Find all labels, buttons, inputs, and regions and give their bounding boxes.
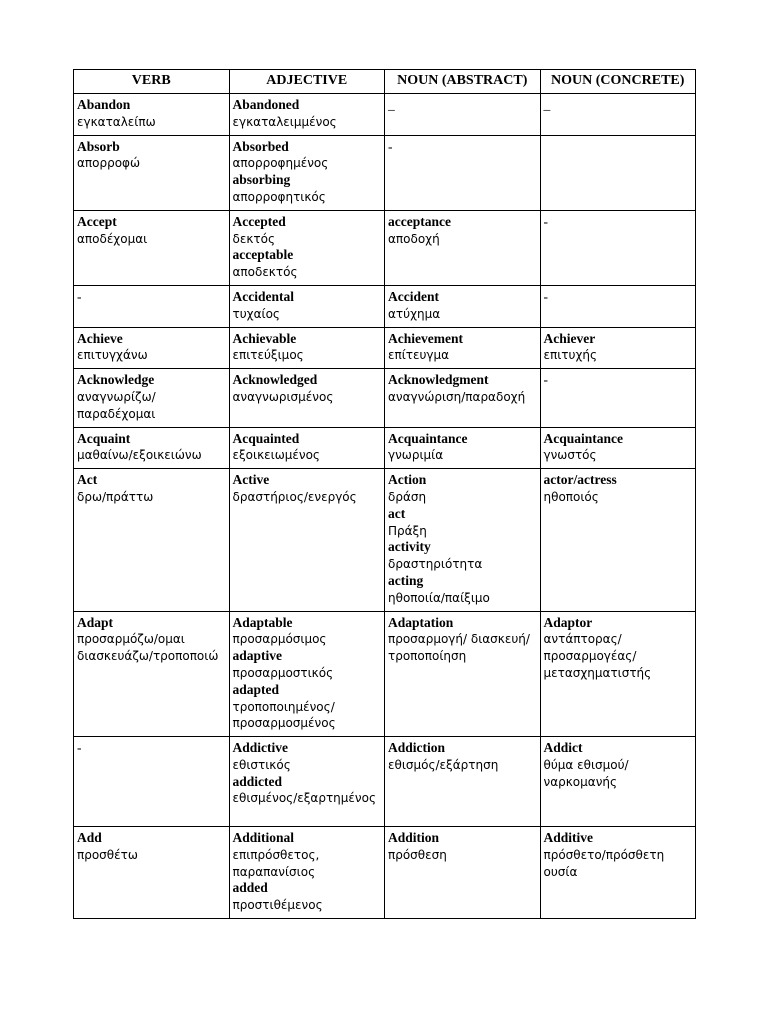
- english-word: Accept: [77, 213, 117, 229]
- english-word: Addiction: [388, 740, 446, 756]
- greek-translation: αναγνωρισμένος: [232, 389, 334, 404]
- table-row: [74, 427, 696, 469]
- english-word: Acquaintance: [388, 430, 468, 446]
- cell-placeholder: -: [543, 372, 548, 388]
- cell-verb: [74, 469, 230, 611]
- greek-translation: προσαρμόζω/ομαι διασκευάζω/τροποποιώ: [77, 632, 219, 664]
- cell-adjective: [229, 827, 385, 919]
- cell-adjective: [229, 135, 385, 210]
- greek-translation: επιτεύξιμος: [232, 348, 304, 363]
- greek-translation: θύμα εθισμού/ ναρκομανής: [543, 757, 629, 789]
- english-word: activity: [388, 539, 431, 555]
- cell-noun-abstract: [385, 737, 541, 827]
- cell-noun-abstract: [385, 135, 541, 210]
- english-word: Action: [388, 472, 427, 488]
- greek-translation: δραστηριότητα: [388, 557, 483, 572]
- greek-translation: δραστήριος/ενεργός: [232, 489, 357, 504]
- greek-translation: γνωριμία: [388, 448, 444, 463]
- cell-noun-concrete: [540, 327, 696, 369]
- english-word: Abandon: [77, 97, 131, 112]
- greek-translation: αντάπτορας/ προσαρμογέας/ μετασχηματιστής: [543, 632, 652, 680]
- cell-noun-abstract: [385, 285, 541, 327]
- greek-translation: επιτυγχάνω: [77, 348, 148, 363]
- english-word: Accepted: [232, 213, 286, 229]
- cell-verb: [74, 427, 230, 469]
- greek-translation: εθιστικός: [232, 757, 291, 772]
- english-word: Adaptor: [543, 614, 593, 630]
- cell-noun-concrete: [540, 427, 696, 469]
- table-row: [74, 94, 696, 136]
- english-word: Absorbed: [232, 138, 289, 154]
- greek-translation: επιτυχής: [543, 348, 598, 363]
- cell-noun-abstract: [385, 327, 541, 369]
- english-word: Achievable: [232, 330, 297, 346]
- header-noun-abstract: NOUN (ABSTRACT): [385, 70, 541, 94]
- english-word: Adapt: [77, 614, 114, 630]
- english-word: Additional: [232, 830, 295, 846]
- greek-translation: επιπρόσθετος, παραπανίσιος: [232, 847, 320, 879]
- greek-translation: αναγνωρίζω/ παραδέχομαι: [77, 389, 156, 421]
- greek-translation: απορροφημένος: [232, 156, 329, 171]
- cell-noun-concrete: [540, 210, 696, 285]
- english-word: Adaptation: [388, 614, 454, 630]
- cell-noun-abstract: [385, 94, 541, 136]
- greek-translation: εγκαταλείπω: [77, 114, 156, 129]
- cell-placeholder: _: [543, 97, 551, 112]
- greek-translation: ατύχημα: [388, 306, 441, 321]
- table-row: [74, 737, 696, 827]
- greek-translation: ηθοποιός: [543, 489, 599, 504]
- cell-placeholder: _: [388, 97, 395, 112]
- table-row: [74, 210, 696, 285]
- header-verb: VERB: [74, 70, 230, 94]
- cell-adjective: [229, 611, 385, 737]
- cell-verb: [74, 285, 230, 327]
- greek-translation: προσθέτω: [77, 847, 138, 862]
- english-word: Addictive: [232, 740, 288, 756]
- greek-translation: απορροφητικός: [232, 189, 326, 204]
- english-word: Absorb: [77, 138, 120, 154]
- english-word: Accident: [388, 288, 439, 304]
- greek-translation: πρόσθετο/πρόσθετη ουσία: [543, 847, 665, 879]
- greek-translation: γνωστός: [543, 448, 597, 463]
- greek-translation: εγκαταλειμμένος: [232, 114, 337, 129]
- english-word: acting: [388, 572, 424, 588]
- cell-verb: [74, 210, 230, 285]
- greek-translation: τυχαίος: [232, 306, 280, 321]
- english-word: adapted: [232, 681, 280, 697]
- cell-placeholder: -: [543, 288, 548, 304]
- cell-adjective: [229, 427, 385, 469]
- greek-translation: Πράξη: [388, 523, 427, 538]
- cell-noun-abstract: [385, 427, 541, 469]
- english-word: Acquaintance: [543, 430, 624, 446]
- english-word: Acquainted: [232, 430, 300, 446]
- greek-translation: εθισμένος/εξαρτημένος: [232, 791, 376, 806]
- greek-translation: προσαρμόσιμος: [232, 632, 327, 647]
- cell-adjective: [229, 285, 385, 327]
- cell-noun-abstract: [385, 469, 541, 611]
- cell-placeholder: -: [77, 288, 82, 304]
- greek-translation: αναγνώριση/παραδοχή: [388, 389, 526, 404]
- english-word: act: [388, 505, 406, 521]
- english-word: Acknowledgment: [388, 372, 489, 388]
- cell-verb: [74, 369, 230, 427]
- english-word: adaptive: [232, 648, 283, 664]
- cell-noun-concrete: [540, 611, 696, 737]
- cell-noun-concrete: [540, 827, 696, 919]
- english-word: acceptable: [232, 247, 294, 263]
- english-word: Act: [77, 472, 98, 488]
- english-word: Acknowledged: [232, 372, 318, 388]
- greek-translation: δράση: [388, 489, 427, 504]
- cell-noun-concrete: [540, 135, 696, 210]
- table-body: [74, 94, 696, 919]
- english-word: Additive: [543, 830, 594, 846]
- greek-translation: δρω/πράττω: [77, 489, 154, 504]
- english-word: Achiever: [543, 330, 596, 346]
- cell-noun-concrete: [540, 469, 696, 611]
- english-word: Addict: [543, 740, 583, 756]
- english-word: Achieve: [77, 330, 123, 346]
- greek-translation: αποδεκτός: [232, 265, 298, 280]
- english-word: Acknowledge: [77, 372, 155, 388]
- header-noun-concrete: NOUN (CONCRETE): [540, 70, 696, 94]
- english-word: added: [232, 880, 268, 896]
- english-word: Adaptable: [232, 614, 293, 630]
- cell-verb: [74, 611, 230, 737]
- cell-noun-abstract: [385, 369, 541, 427]
- cell-verb: [74, 737, 230, 827]
- cell-verb: [74, 135, 230, 210]
- english-word: Acquaint: [77, 430, 131, 446]
- english-word: actor/actress: [543, 472, 617, 488]
- english-word: addicted: [232, 773, 283, 789]
- english-word: Add: [77, 830, 102, 846]
- greek-translation: πρόσθεση: [388, 847, 447, 862]
- greek-translation: εθισμός/εξάρτηση: [388, 757, 499, 772]
- greek-translation: δεκτός: [232, 231, 276, 246]
- greek-translation: προσαρμογή/ διασκευή/τροποποίηση: [388, 632, 530, 664]
- cell-adjective: [229, 210, 385, 285]
- cell-placeholder: -: [388, 138, 393, 154]
- greek-translation: απορροφώ: [77, 156, 141, 171]
- cell-placeholder: -: [543, 213, 548, 229]
- cell-noun-abstract: [385, 210, 541, 285]
- table-row: [74, 369, 696, 427]
- greek-translation: αποδοχή: [388, 231, 440, 246]
- greek-translation: επίτευγμα: [388, 348, 450, 363]
- cell-verb: [74, 94, 230, 136]
- vocabulary-table: [73, 69, 696, 919]
- table-row: [74, 827, 696, 919]
- cell-noun-abstract: [385, 611, 541, 737]
- cell-noun-concrete: [540, 737, 696, 827]
- english-word: Accidental: [232, 288, 294, 304]
- greek-translation: μαθαίνω/εξοικειώνω: [77, 448, 202, 463]
- table-row: [74, 611, 696, 737]
- english-word: Abandoned: [232, 97, 300, 112]
- greek-translation: εξοικειωμένος: [232, 448, 320, 463]
- table-row: [74, 135, 696, 210]
- english-word: Addition: [388, 830, 440, 846]
- cell-adjective: [229, 369, 385, 427]
- greek-translation: προστιθέμενος: [232, 898, 323, 913]
- cell-verb: [74, 827, 230, 919]
- cell-adjective: [229, 94, 385, 136]
- table-row: [74, 469, 696, 611]
- english-word: acceptance: [388, 213, 451, 229]
- table-row: [74, 285, 696, 327]
- english-word: absorbing: [232, 172, 291, 188]
- cell-adjective: [229, 469, 385, 611]
- cell-verb: [74, 327, 230, 369]
- header-row: [74, 70, 696, 94]
- greek-translation: ηθοποιία/παίξιμο: [388, 590, 490, 605]
- cell-noun-concrete: [540, 285, 696, 327]
- greek-translation: αποδέχομαι: [77, 231, 148, 246]
- cell-noun-concrete: [540, 94, 696, 136]
- greek-translation: προσαρμοστικός: [232, 665, 334, 680]
- english-word: Achievement: [388, 330, 463, 346]
- greek-translation: τροποποιημένος/ προσαρμοσμένος: [232, 699, 336, 731]
- cell-adjective: [229, 737, 385, 827]
- cell-noun-abstract: [385, 827, 541, 919]
- english-word: Active: [232, 472, 270, 488]
- cell-placeholder: -: [77, 740, 82, 756]
- cell-noun-concrete: [540, 369, 696, 427]
- table-row: [74, 327, 696, 369]
- cell-adjective: [229, 327, 385, 369]
- header-adjective: ADJECTIVE: [229, 70, 385, 94]
